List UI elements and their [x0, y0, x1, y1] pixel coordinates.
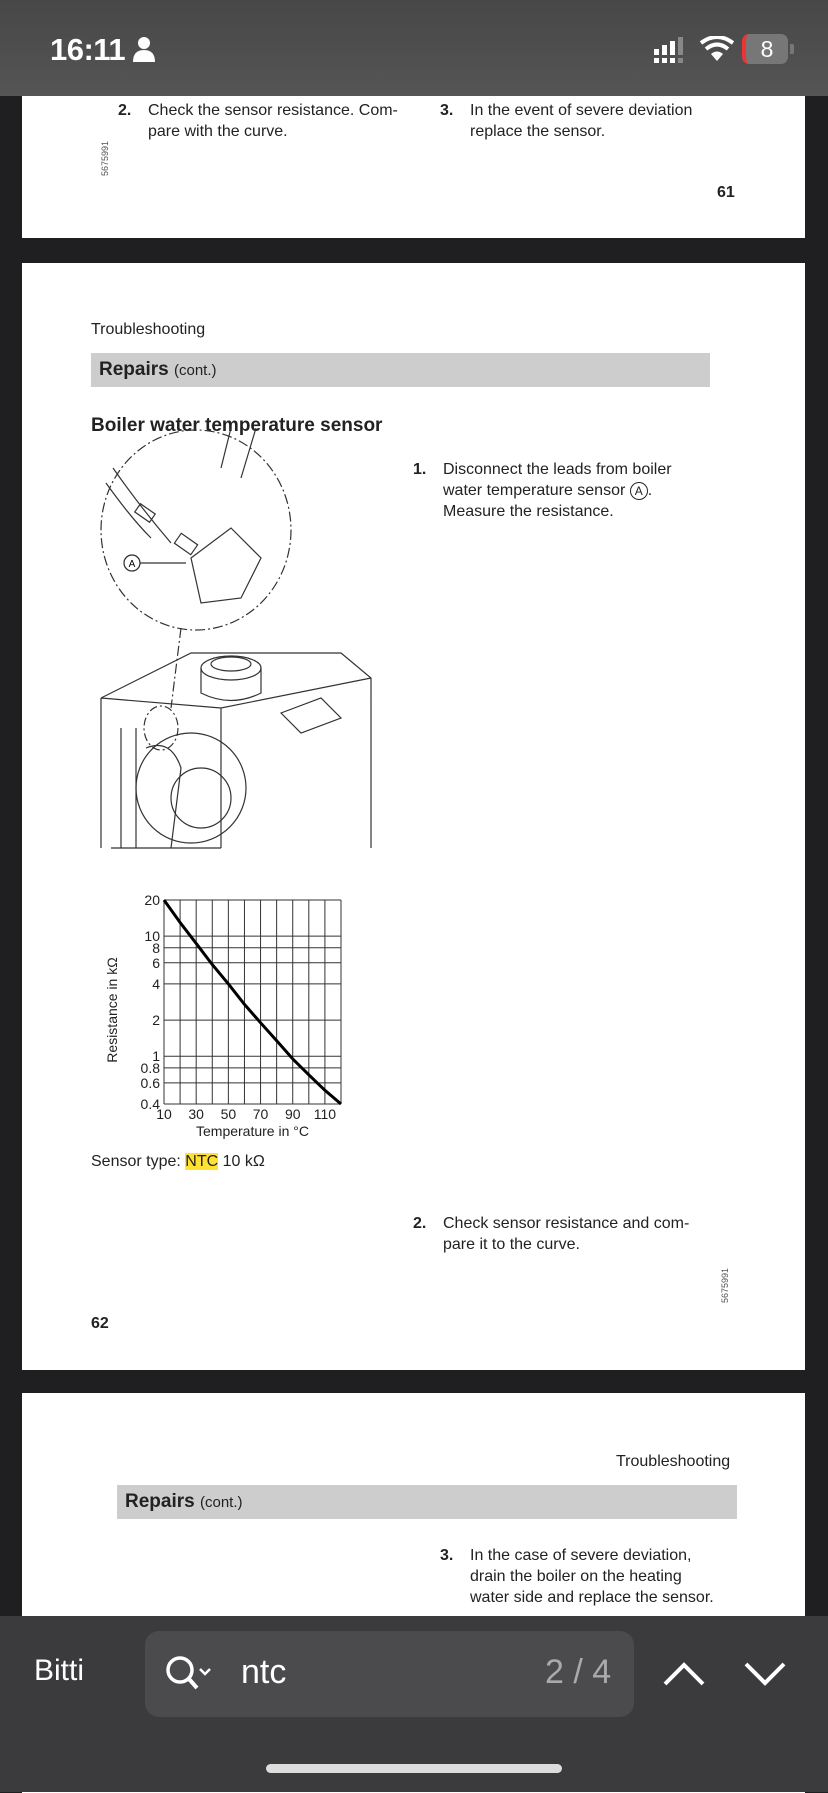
boiler-illustration [91, 428, 391, 868]
step-text: water side and replace the sensor. [440, 1589, 714, 1606]
step-text: In the case of severe deviation, [470, 1547, 691, 1564]
bar-title: Repairs [125, 1491, 195, 1512]
search-highlight: NTC [185, 1153, 218, 1170]
step-text: water temperature sensor [413, 482, 625, 499]
step-number: 3. [440, 100, 470, 121]
done-button[interactable]: Bitti [34, 1654, 84, 1688]
x-axis-label: Temperature in °C [196, 1123, 309, 1139]
y-tick-label: 1 [152, 1048, 160, 1064]
sensor-type-label: Sensor type: [91, 1153, 181, 1170]
step-text: Disconnect the leads from boiler [443, 461, 672, 478]
x-tick-label: 90 [285, 1106, 301, 1122]
pdf-page-62 [22, 263, 805, 1370]
y-axis-label: Resistance in kΩ [104, 957, 120, 1062]
x-tick-label: 70 [253, 1106, 269, 1122]
status-bar [0, 0, 828, 96]
step-text: replace the sensor. [440, 123, 605, 140]
home-indicator[interactable] [266, 1764, 562, 1773]
step-text: Measure the resistance. [413, 503, 614, 520]
find-toolbar [0, 1616, 828, 1792]
resistance-curve [164, 900, 341, 1104]
step-3 [440, 100, 692, 142]
step-text: pare with the curve. [118, 123, 288, 140]
search-options-icon[interactable] [165, 1655, 213, 1693]
bar-title: Repairs [99, 359, 169, 380]
y-tick-label: 20 [144, 892, 160, 908]
y-tick-label: 0.8 [141, 1060, 161, 1076]
resistance-chart [82, 888, 352, 1143]
callout-a: A [129, 559, 136, 570]
section-label: Troubleshooting [616, 1451, 730, 1472]
page-number: 61 [717, 182, 735, 203]
sensor-type-value: 10 kΩ [223, 1153, 265, 1170]
y-tick-label: 2 [152, 1012, 160, 1028]
x-tick-label: 50 [221, 1106, 237, 1122]
x-tick-label: 110 [314, 1106, 337, 1122]
step-text: In the event of severe deviation [470, 102, 692, 119]
step-2 [118, 100, 398, 142]
y-tick-label: 4 [152, 976, 160, 992]
marker-a: A [630, 482, 648, 500]
step-1: 1. Disconnect the leads from boiler water temperature sensor A . Measure the resistance. [413, 459, 672, 522]
step-text: Check sensor resistance and com- [443, 1215, 689, 1232]
battery-indicator: 8 [742, 34, 788, 64]
person-icon [132, 36, 156, 62]
battery-tip [790, 44, 794, 54]
section-heading: Boiler water temperature sensor [91, 415, 382, 436]
step-2 [413, 1213, 689, 1255]
y-tick-label: 0.4 [141, 1096, 161, 1112]
page-number: 62 [91, 1313, 109, 1334]
step-text: drain the boiler on the heating [440, 1568, 682, 1585]
bar-subtitle: (cont.) [174, 362, 217, 379]
chevron-down-icon[interactable] [743, 1661, 787, 1687]
repairs-bar [117, 1485, 737, 1519]
step-number: 1. [413, 459, 443, 480]
find-field[interactable] [145, 1631, 634, 1717]
find-query[interactable]: ntc [241, 1653, 286, 1692]
document-code: 5675991 [100, 141, 110, 176]
x-tick-label: 30 [188, 1106, 204, 1122]
step-number: 3. [440, 1545, 470, 1566]
step-3 [440, 1545, 714, 1608]
y-tick-label: 10 [144, 928, 160, 944]
y-tick-label: 0.6 [141, 1075, 161, 1091]
step-number: 2. [413, 1213, 443, 1234]
y-tick-label: 8 [152, 940, 160, 956]
section-label: Troubleshooting [91, 319, 205, 340]
step-text: Check the sensor resistance. Com- [148, 102, 398, 119]
chevron-up-icon[interactable] [662, 1661, 706, 1687]
document-code: 5675991 [720, 1268, 730, 1303]
y-tick-label: 6 [152, 955, 160, 971]
bar-subtitle: (cont.) [200, 1494, 243, 1511]
x-tick-label: 10 [156, 1106, 172, 1122]
wifi-icon [700, 36, 734, 62]
clock: 16:11 [50, 32, 125, 68]
match-count: 2 / 4 [545, 1653, 611, 1692]
pdf-page-61 [22, 96, 805, 238]
step-number: 2. [118, 100, 148, 121]
repairs-bar [91, 353, 710, 387]
cellular-signal-icon [654, 37, 688, 63]
step-text: pare it to the curve. [413, 1236, 580, 1253]
sensor-type [91, 1151, 265, 1172]
